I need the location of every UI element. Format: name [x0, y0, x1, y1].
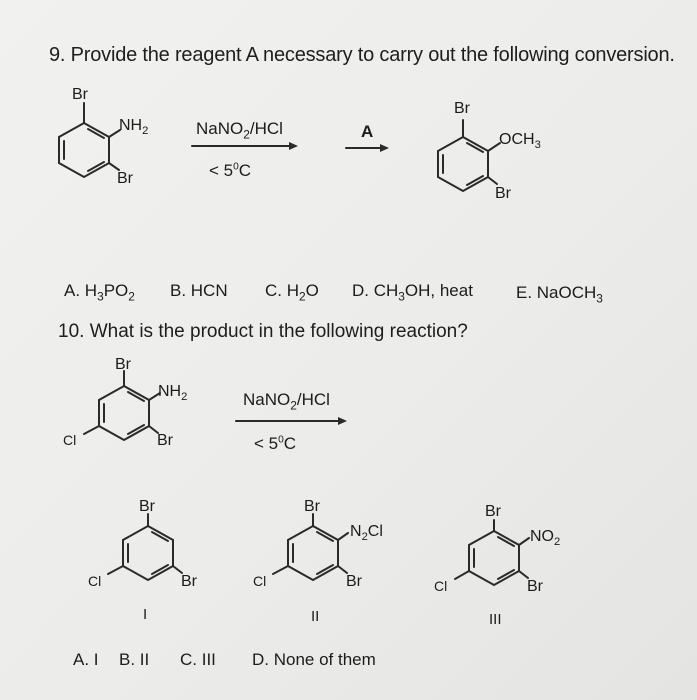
q10-choice-b: B. II	[119, 650, 150, 669]
q9-choice-e: E. NaOCH$_3$	[516, 283, 603, 306]
scheme1-arrow-2	[346, 144, 389, 152]
product-III-numeral: III	[489, 611, 502, 628]
product-II-numeral: II	[311, 608, 320, 625]
scheme1-reagent-A: A	[361, 122, 374, 141]
q9-choice-d: D. $CH_3OH$, heat	[352, 281, 473, 304]
q10-choice-c: C. III	[180, 650, 216, 669]
scheme1-reagent-top: NaNO$_2$/HCl	[196, 119, 283, 142]
product-I-numeral: I	[143, 606, 148, 623]
q10-choice-d: D. None of them	[252, 650, 376, 669]
scheme2-start-nh2: $NH_2$	[158, 383, 188, 404]
scheme2-reagent-top: NaNO$_2$/HCl	[243, 390, 330, 413]
q9-choice-c: C. $H_2O$	[265, 281, 319, 304]
product-III-cl: Cl	[434, 578, 448, 594]
product-III-br-bottom: Br	[527, 578, 543, 595]
scheme2-reagent-bottom: < $5^0C$	[254, 434, 297, 453]
scheme1-product-br-top: Br	[454, 100, 470, 117]
question-10-text: 10. What is the product in the following reaction?	[58, 321, 468, 342]
product-II-br-top: Br	[304, 498, 320, 515]
product-I-br-bottom: Br	[181, 573, 197, 590]
q9-choice-b: B. HCN	[170, 281, 228, 300]
scheme2-arrow	[236, 417, 347, 425]
product-I-cl: Cl	[88, 573, 102, 589]
scheme2-start-br-top: Br	[115, 356, 131, 373]
scheme1-reagent-bottom: < $5^0C$	[209, 161, 252, 180]
scheme1-start-ring	[59, 103, 120, 177]
product-I-br-top: Br	[139, 498, 155, 515]
scheme2-start-br-bottom: Br	[157, 432, 173, 449]
product-III-no2: $NO_2$	[530, 528, 561, 549]
q9-choice-a: A. $H_3PO_2$	[64, 281, 135, 304]
product-II-br-bottom: Br	[346, 573, 362, 590]
scheme2-start-cl: Cl	[63, 432, 77, 448]
product-II-ring	[273, 514, 348, 580]
scheme1-start-br-top: Br	[72, 86, 88, 103]
product-II-cl: Cl	[253, 573, 267, 589]
q10-choice-a: A. I	[73, 650, 99, 669]
scheme1-product-ring	[438, 120, 500, 191]
scheme1-start-nh2: $NH_2$	[119, 117, 149, 138]
product-III-br-top: Br	[485, 503, 501, 520]
scheme1-product-br-bottom: Br	[495, 185, 511, 202]
product-I-ring	[108, 514, 182, 580]
scheme1-product-och3: $OCH_3$	[499, 131, 541, 152]
scheme2-start-ring	[84, 371, 160, 440]
product-III-ring	[455, 520, 529, 585]
question-9-text: 9. Provide the reagent A necessary to carry out the following conversion.	[49, 44, 675, 66]
scheme1-arrow-1	[192, 142, 298, 150]
scheme1-start-br-bottom: Br	[117, 170, 133, 187]
product-II-n2cl: $N_2Cl$	[350, 523, 383, 544]
